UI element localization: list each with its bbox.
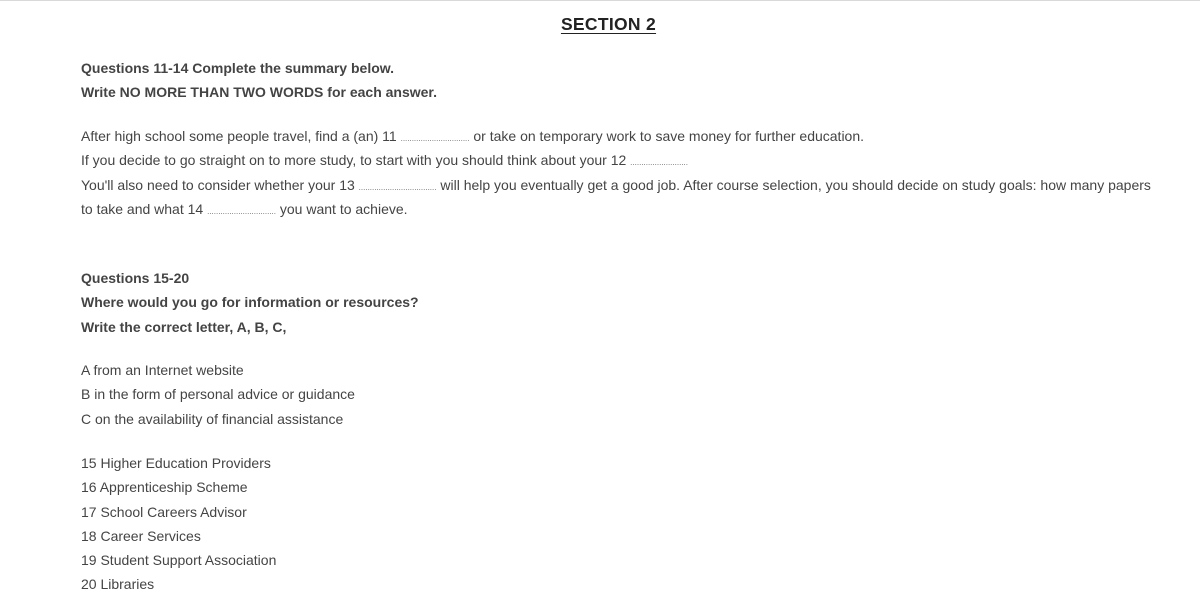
summary-line-4-start: to take and what 14 xyxy=(81,200,204,217)
summary-line-2-start: If you decide to go straight on to more study, to start with you should think about your 12 xyxy=(81,152,627,169)
option-c: C on the availability of financial assistance xyxy=(81,410,344,427)
summary-line-4-end: you want to achieve. xyxy=(279,200,408,217)
question-item-20: 20 Libraries xyxy=(81,576,155,593)
summary-line-4 xyxy=(81,197,1166,221)
questions-15-20-question: Where would you go for information or resources? xyxy=(81,294,419,311)
summary-line-3-start: You'll also need to consider whether your 13 xyxy=(81,176,355,193)
summary-line-2 xyxy=(81,148,1166,172)
questions-15-20-heading: Questions 15-20 xyxy=(81,270,190,286)
question-item-18: 18 Career Services xyxy=(81,527,201,544)
section-title: SECTION 2 xyxy=(560,14,657,34)
summary-line-3 xyxy=(81,173,1166,197)
questions-11-14-heading: Questions 11-14 Complete the summary below. xyxy=(81,60,395,76)
answer-gap-14[interactable]: ............................... xyxy=(207,206,276,216)
answer-gap-11[interactable]: ............................... xyxy=(400,134,470,143)
questions-15-20-instruction: Write the correct letter, A, B, C, xyxy=(81,318,287,335)
question-item-16: 16 Apprenticeship Scheme xyxy=(81,479,248,496)
option-b: B in the form of personal advice or guidance xyxy=(81,386,355,403)
question-item-15: 15 Higher Education Providers xyxy=(81,455,271,471)
questions-11-14-instructions xyxy=(81,56,1166,105)
summary-line-3-end: will help you eventually get a good job. After course selection, you should decide on study goals: how many papers xyxy=(440,176,1151,193)
summary-line-1-end: or take on temporary work to save money for further education. xyxy=(473,128,865,144)
summary-line-1-start: After high school some people travel, find a (an) 11 xyxy=(81,128,397,144)
question-items-list xyxy=(81,451,1166,597)
option-a: A from an Internet website xyxy=(81,362,244,378)
summary-text xyxy=(81,124,1166,221)
summary-line-1 xyxy=(81,124,1166,148)
question-item-17: 17 School Careers Advisor xyxy=(81,503,247,520)
questions-15-20-instructions xyxy=(81,266,1166,339)
answer-options-list xyxy=(81,358,1166,431)
top-divider xyxy=(0,0,1200,1)
questions-11-14-instruction: Write NO MORE THAN TWO WORDS for each answer. xyxy=(81,84,438,101)
question-item-19: 19 Student Support Association xyxy=(81,552,277,569)
answer-gap-13[interactable]: ................................... xyxy=(358,182,437,192)
answer-gap-12[interactable]: .......................... xyxy=(630,158,688,168)
